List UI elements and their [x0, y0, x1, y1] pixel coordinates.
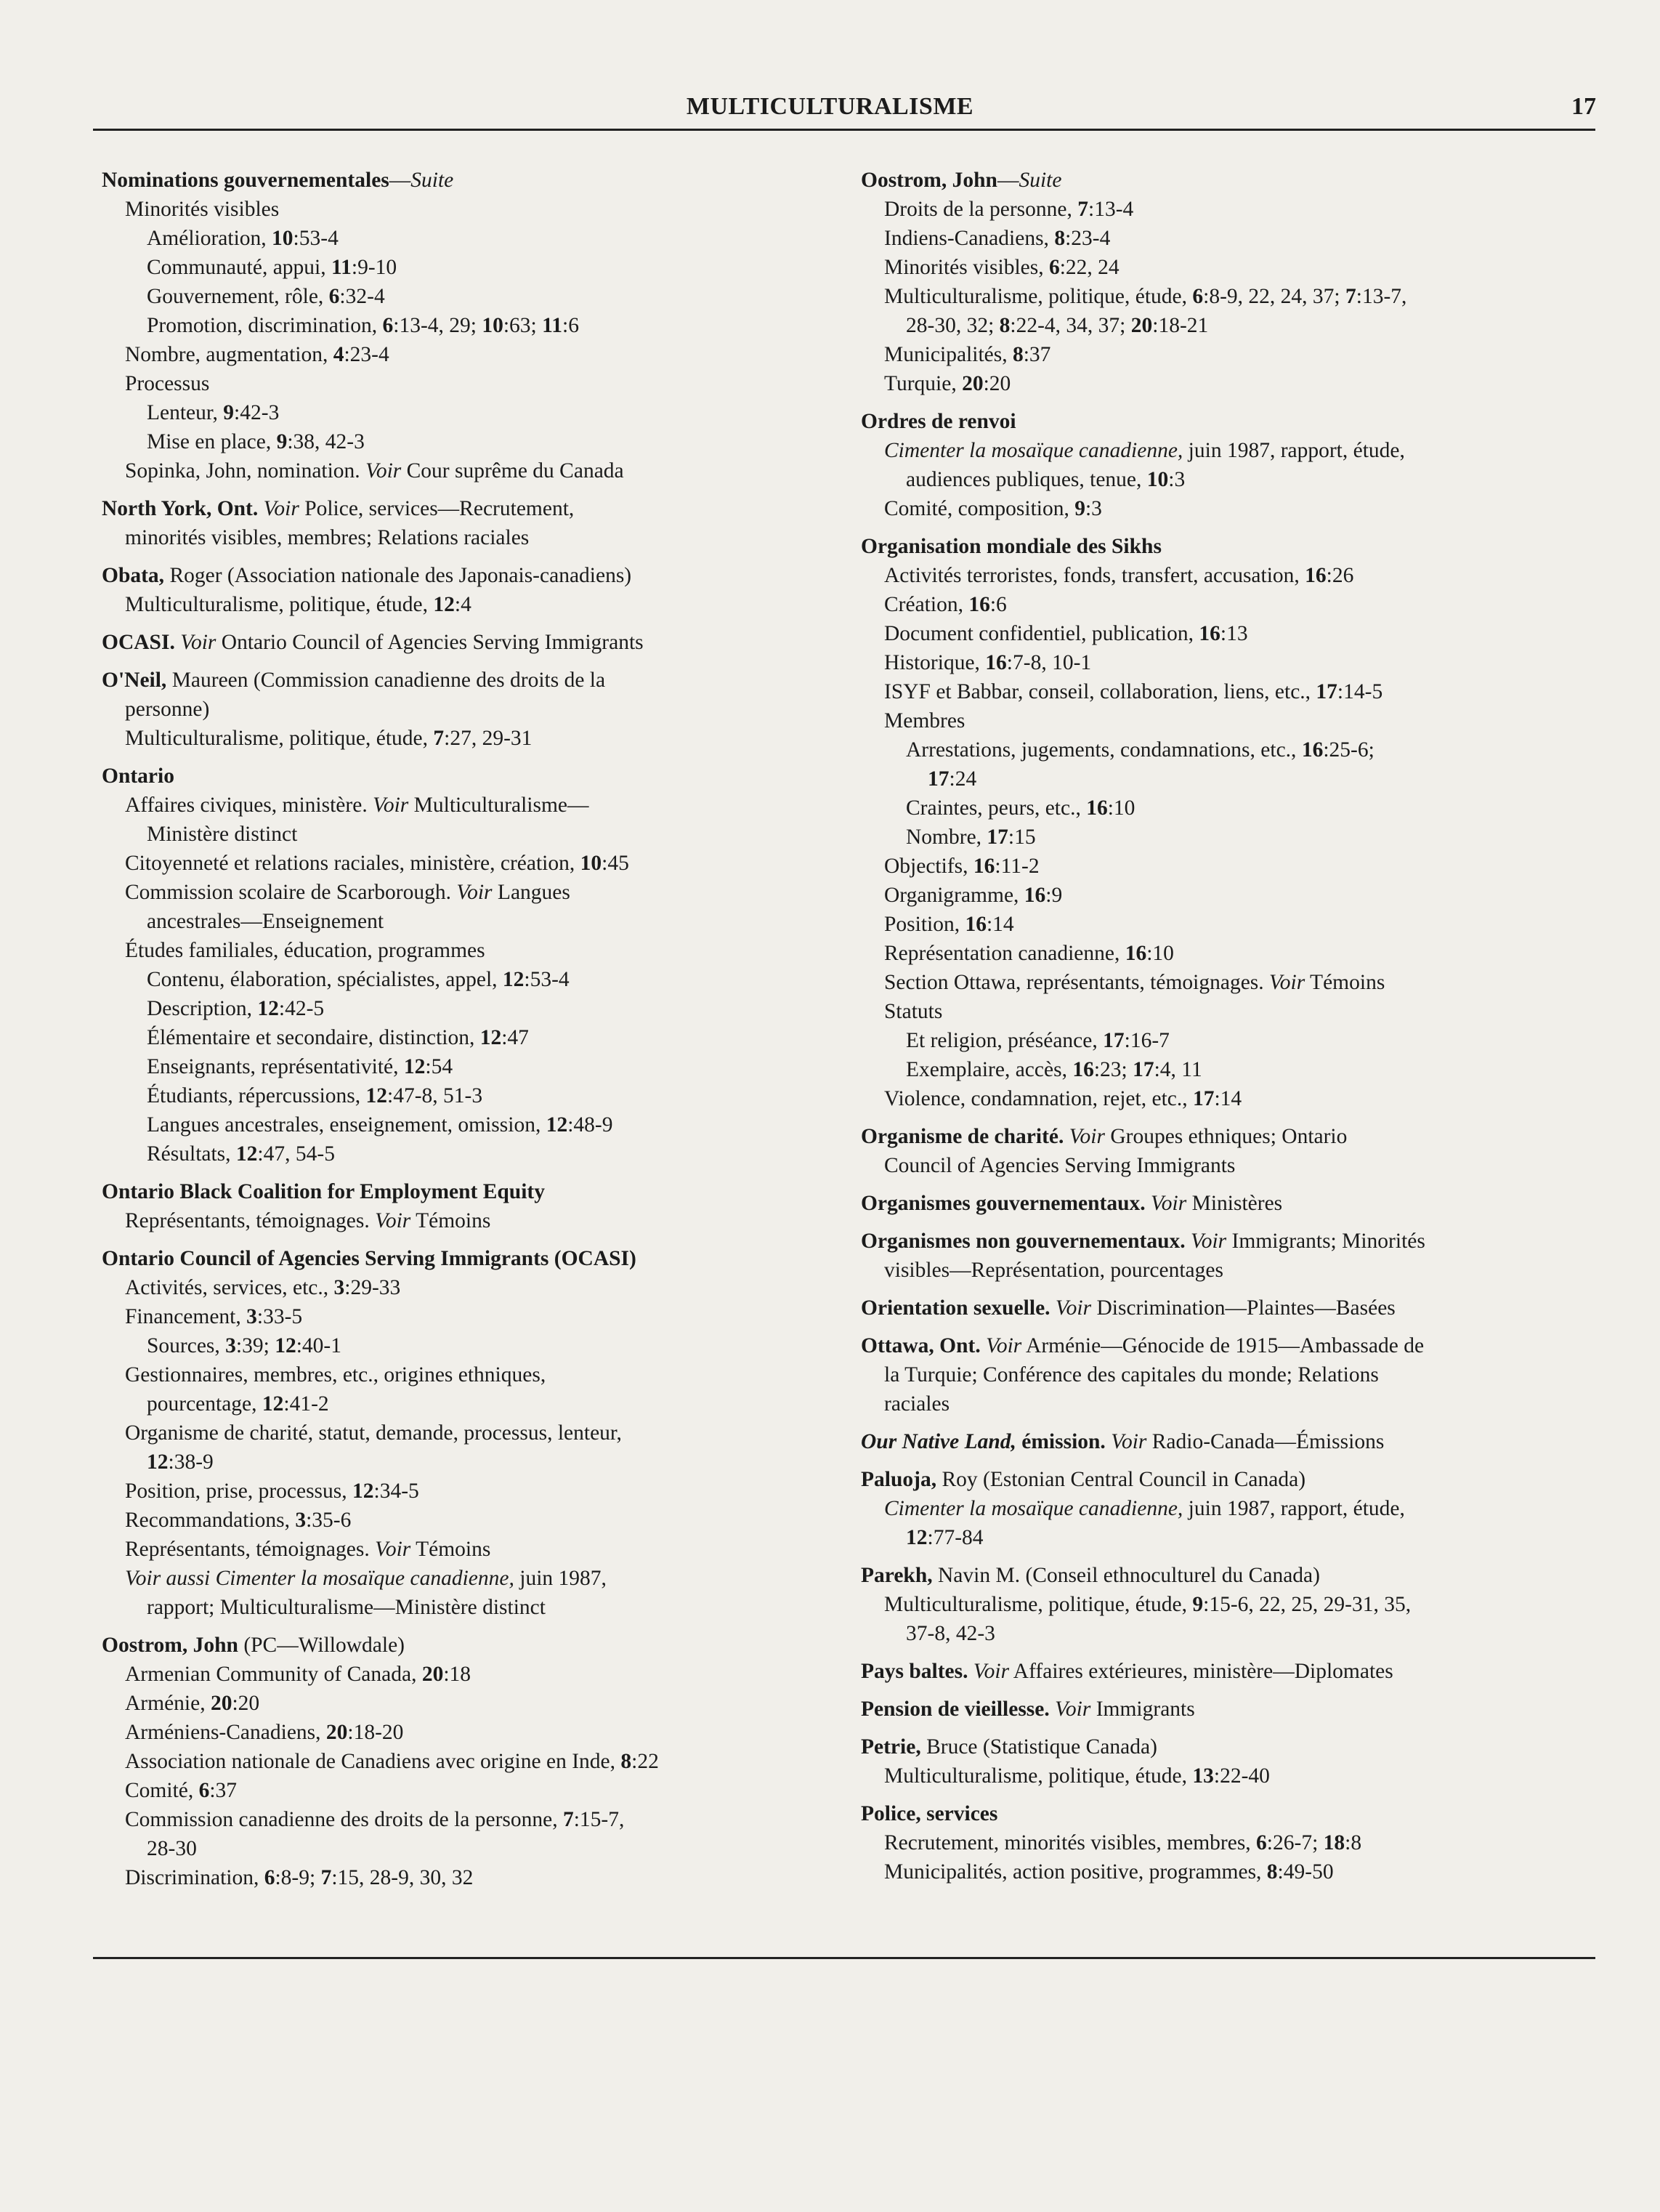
index-entry: [102, 628, 835, 657]
subentry: Citoyenneté et relations raciales, ministère, création, 10:45: [125, 852, 629, 875]
entry-heading: Oostrom, John—Suite: [861, 169, 1062, 192]
subentry: Statuts: [884, 1000, 943, 1023]
index-entry: [102, 1177, 835, 1235]
subentry-continuation: audiences publiques, tenue, 10:3: [906, 468, 1186, 491]
sub-subentry: Et religion, préséance, 17:16-7: [906, 1029, 1170, 1052]
sub-subentry: Contenu, élaboration, spécialistes, appel, 12:53-4: [147, 968, 570, 991]
entry-heading: Paluoja, Roy (Estonian Central Council in Canada): [861, 1468, 1306, 1491]
index-entry: [861, 1465, 1595, 1552]
entry-heading: Parekh, Navin M. (Conseil ethnoculturel du Canada): [861, 1564, 1320, 1587]
subentry: Comité, composition, 9:3: [884, 497, 1102, 520]
index-entry: [861, 166, 1595, 398]
subentry: Études familiales, éducation, programmes: [125, 939, 485, 962]
sub-subentry: Description, 12:42-5: [147, 997, 325, 1020]
index-entry: [861, 1227, 1595, 1285]
sub-subentry: Mise en place, 9:38, 42-3: [147, 430, 365, 453]
entry-heading: Ordres de renvoi: [861, 410, 1016, 433]
sub-subentry: Amélioration, 10:53-4: [147, 227, 339, 250]
footer-rule: [93, 1957, 1595, 1959]
sub-subentry: Communauté, appui, 11:9-10: [147, 256, 397, 279]
sub-subentry: Gouvernement, rôle, 6:32-4: [147, 285, 385, 308]
index-entry: [102, 166, 835, 485]
subentry: Représentants, témoignages. Voir Témoins: [125, 1538, 491, 1561]
subentry: Association nationale de Canadiens avec origine en Inde, 8:22: [125, 1750, 659, 1773]
subentry: Position, 16:14: [884, 913, 1014, 936]
index-entry: [861, 1427, 1595, 1456]
index-column-right: [861, 166, 1595, 1895]
header-rule: [93, 129, 1595, 131]
sub-subentry: Langues ancestrales, enseignement, omission, 12:48-9: [147, 1113, 613, 1137]
subentry: Nombre, augmentation, 4:23-4: [125, 343, 389, 366]
subentry: Multiculturalisme, politique, étude, 7:27, 29-31: [125, 727, 533, 750]
page-number: 17: [1571, 93, 1596, 120]
subentry: Processus: [125, 372, 210, 395]
subentry: Discrimination, 6:8-9; 7:15, 28-9, 30, 32: [125, 1866, 474, 1889]
subentry: Commission canadienne des droits de la personne, 7:15-7,: [125, 1808, 625, 1831]
subentry: Gestionnaires, membres, etc., origines ethniques,: [125, 1363, 546, 1386]
entry-heading-continuation: raciales: [884, 1392, 950, 1416]
subentry: Affaires civiques, ministère. Voir Multiculturalisme—: [125, 794, 589, 817]
subentry: Activités terroristes, fonds, transfert, accusation, 16:26: [884, 564, 1354, 587]
subentry: Arménie, 20:20: [125, 1692, 260, 1715]
entry-heading: Organismes non gouvernementaux. Voir Immigrants; Minorités: [861, 1230, 1425, 1253]
entry-heading: Nominations gouvernementales—Suite: [102, 169, 454, 192]
entry-heading: Police, services: [861, 1802, 998, 1825]
subentry: Municipalités, 8:37: [884, 343, 1051, 366]
subentry: Recrutement, minorités visibles, membres, 6:26-7; 18:8: [884, 1831, 1362, 1854]
subentry: Cimenter la mosaïque canadienne, juin 1987, rapport, étude,: [884, 439, 1405, 462]
entry-heading-continuation: Council of Agencies Serving Immigrants: [884, 1154, 1236, 1177]
sub-subentry: Sources, 3:39; 12:40-1: [147, 1334, 341, 1357]
entry-heading: Oostrom, John (PC—Willowdale): [102, 1634, 405, 1657]
index-entry: [861, 532, 1595, 1113]
subentry: Financement, 3:33-5: [125, 1305, 303, 1328]
sub-subentry: Résultats, 12:47, 54-5: [147, 1142, 335, 1166]
entry-heading: Ontario Black Coalition for Employment Equity: [102, 1180, 545, 1203]
entry-heading: Pays baltes. Voir Affaires extérieures, ministère—Diplomates: [861, 1660, 1393, 1683]
entry-heading: Petrie, Bruce (Statistique Canada): [861, 1735, 1157, 1759]
index-entry: [102, 1244, 835, 1622]
subentry: Multiculturalisme, politique, étude, 9:15-6, 22, 25, 29-31, 35,: [884, 1593, 1412, 1616]
index-entry: [861, 1657, 1595, 1686]
entry-heading-continuation: personne): [125, 698, 210, 721]
index-entry: [861, 1695, 1595, 1724]
index-entry: [102, 494, 835, 552]
subentry: Multiculturalisme, politique, étude, 12:4: [125, 593, 471, 616]
subentry-continuation: 37-8, 42-3: [906, 1622, 995, 1645]
subentry: Minorités visibles: [125, 198, 280, 221]
sub-subentry: Exemplaire, accès, 16:23; 17:4, 11: [906, 1058, 1202, 1081]
subentry-continuation: Ministère distinct: [147, 823, 298, 846]
entry-heading: OCASI. Voir Ontario Council of Agencies Serving Immigrants: [102, 631, 644, 654]
subentry: Violence, condamnation, rejet, etc., 17:14: [884, 1087, 1242, 1110]
index-entry: [861, 407, 1595, 523]
subentry-continuation: 12:77-84: [906, 1526, 984, 1549]
running-header: MULTICULTURALISME: [686, 93, 974, 120]
subentry: ISYF et Babbar, conseil, collaboration, liens, etc., 17:14-5: [884, 680, 1383, 703]
subentry: Document confidentiel, publication, 16:13: [884, 622, 1248, 645]
subentry: Objectifs, 16:11-2: [884, 855, 1040, 878]
index-column-left: [102, 166, 835, 1901]
sub-subentry: Craintes, peurs, etc., 16:10: [906, 796, 1135, 820]
subentry: Représentants, témoignages. Voir Témoins: [125, 1209, 491, 1232]
subentry: Position, prise, processus, 12:34-5: [125, 1480, 419, 1503]
subentry: Multiculturalisme, politique, étude, 6:8-9, 22, 24, 37; 7:13-7,: [884, 285, 1407, 308]
subentry: Représentation canadienne, 16:10: [884, 942, 1174, 965]
subentry-continuation: 28-30: [147, 1837, 197, 1860]
index-entry: [861, 1331, 1595, 1418]
index-entry: [102, 1631, 835, 1892]
subentry: Multiculturalisme, politique, étude, 13:22-40: [884, 1764, 1270, 1788]
entry-heading: Ottawa, Ont. Voir Arménie—Génocide de 1915—Ambassade de: [861, 1334, 1425, 1357]
subentry: Recommandations, 3:35-6: [125, 1509, 352, 1532]
subentry: Municipalités, action positive, programmes, 8:49-50: [884, 1860, 1334, 1884]
subentry: Droits de la personne, 7:13-4: [884, 198, 1134, 221]
entry-heading-continuation: minorités visibles, membres; Relations raciales: [125, 526, 530, 549]
subentry: Sopinka, John, nomination. Voir Cour suprême du Canada: [125, 459, 624, 483]
entry-heading: Pension de vieillesse. Voir Immigrants: [861, 1698, 1195, 1721]
entry-heading: Organismes gouvernementaux. Voir Ministères: [861, 1192, 1283, 1215]
sub-subentry: Promotion, discrimination, 6:13-4, 29; 10:63; 11:6: [147, 314, 579, 337]
entry-heading: O'Neil, Maureen (Commission canadienne des droits de la: [102, 669, 606, 692]
subentry-continuation: 28-30, 32; 8:22-4, 34, 37; 20:18-21: [906, 314, 1209, 337]
subentry: Armenian Community of Canada, 20:18: [125, 1663, 471, 1686]
index-entry: [861, 1561, 1595, 1648]
subentry: Historique, 16:7-8, 10-1: [884, 651, 1092, 674]
entry-heading: Obata, Roger (Association nationale des Japonais-canadiens): [102, 564, 632, 587]
sub-subentry: Étudiants, répercussions, 12:47-8, 51-3: [147, 1084, 483, 1107]
subentry: Indiens-Canadiens, 8:23-4: [884, 227, 1111, 250]
subentry: Turquie, 20:20: [884, 372, 1011, 395]
entry-heading-continuation: visibles—Représentation, pourcentages: [884, 1259, 1223, 1282]
subentry: Organigramme, 16:9: [884, 884, 1063, 907]
subentry: Arméniens-Canadiens, 20:18-20: [125, 1721, 404, 1744]
index-entry: [861, 1293, 1595, 1323]
sub-subentry: Arrestations, jugements, condamnations, etc., 16:25-6;: [906, 738, 1374, 762]
subentry: Section Ottawa, représentants, témoignages. Voir Témoins: [884, 971, 1385, 994]
entry-heading: Our Native Land, émission. Voir Radio-Canada—Émissions: [861, 1430, 1385, 1453]
subentry: Cimenter la mosaïque canadienne, juin 1987, rapport, étude,: [884, 1497, 1405, 1520]
index-entry: [102, 762, 835, 1168]
subentry-continuation: ancestrales—Enseignement: [147, 910, 384, 933]
subentry: Activités, services, etc., 3:29-33: [125, 1276, 401, 1299]
entry-heading: Orientation sexuelle. Voir Discrimination—Plaintes—Basées: [861, 1296, 1396, 1320]
sub-subentry: Élémentaire et secondaire, distinction, 12:47: [147, 1026, 529, 1049]
entry-heading: Ontario: [102, 764, 174, 788]
subentry: Membres: [884, 709, 965, 732]
sub-subentry: Nombre, 17:15: [906, 826, 1036, 849]
entry-heading-continuation: la Turquie; Conférence des capitales du monde; Relations: [884, 1363, 1379, 1386]
entry-heading: Ontario Council of Agencies Serving Immigrants (OCASI): [102, 1247, 636, 1270]
subentry: Organisme de charité, statut, demande, processus, lenteur,: [125, 1421, 622, 1445]
subentry: Comité, 6:37: [125, 1779, 238, 1802]
subentry: Commission scolaire de Scarborough. Voir Langues: [125, 881, 570, 904]
index-entry: [102, 666, 835, 753]
sub-subentry: Lenteur, 9:42-3: [147, 401, 280, 424]
sub-subentry: Enseignants, représentativité, 12:54: [147, 1055, 453, 1078]
index-entry: [861, 1122, 1595, 1180]
index-entry: [102, 561, 835, 619]
index-entry: [861, 1189, 1595, 1218]
subentry-continuation: 12:38-9: [147, 1450, 214, 1474]
entry-heading: Organisation mondiale des Sikhs: [861, 535, 1162, 558]
index-entry: [861, 1732, 1595, 1791]
subentry-continuation: 17:24: [928, 767, 977, 791]
entry-heading: North York, Ont. Voir Police, services—Recrutement,: [102, 497, 575, 520]
subentry-continuation: pourcentage, 12:41-2: [147, 1392, 329, 1416]
subentry-continuation: rapport; Multiculturalisme—Ministère distinct: [147, 1596, 546, 1619]
index-entry: [861, 1799, 1595, 1886]
subentry: Voir aussi Cimenter la mosaïque canadienne, juin 1987,: [125, 1567, 607, 1590]
entry-heading: Organisme de charité. Voir Groupes ethniques; Ontario: [861, 1125, 1348, 1148]
subentry: Minorités visibles, 6:22, 24: [884, 256, 1120, 279]
subentry: Création, 16:6: [884, 593, 1007, 616]
